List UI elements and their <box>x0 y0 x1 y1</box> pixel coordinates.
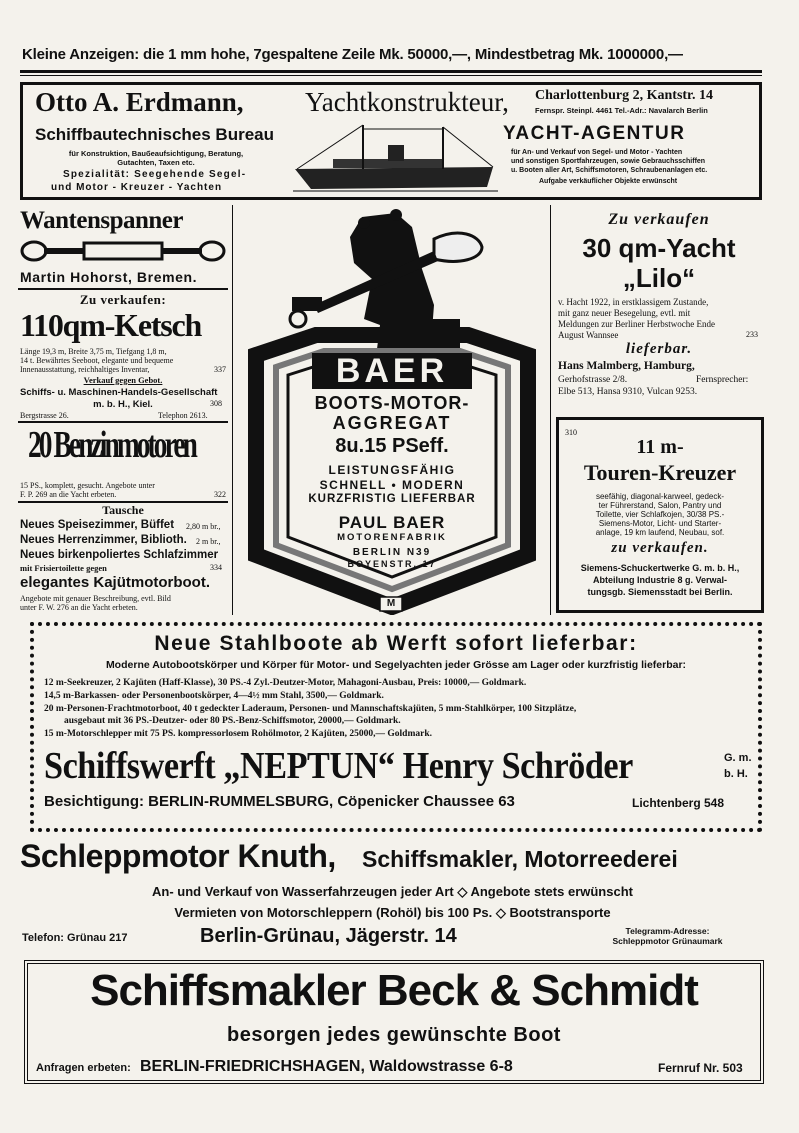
knuth-tele-2: Schleppmotor Grünaumark <box>612 936 723 946</box>
touren-title-2: Touren-Kreuzer <box>583 460 737 485</box>
knuth-l1: An- und Verkauf von Wasserfahrzeugen jeder Art ◇ Angebote stets erwünscht <box>152 884 633 899</box>
agentur-l4: Aufgabe verkäuflicher Objekte erwünscht <box>539 178 678 185</box>
turnbuckle-illustration <box>20 239 226 263</box>
lilo-yacht: 30 qm-Yacht <box>582 233 736 263</box>
tausche-l3: Neues birkenpoliertes Schlafzimmer <box>20 549 219 561</box>
touren-title-1: 11 m- <box>636 436 684 458</box>
neptun-item-5: 15 m-Motorschlepper mit 75 PS. kompressorlosem Rohölmotor, 2 Kajüten, 25000,— Goldmark. <box>44 729 432 739</box>
ketsch-l2: 14 t. Bewährtes Seeboot, elegante und bequeme <box>20 356 174 365</box>
tausche-l6: Angebote mit genauer Beschreibung, evtl. Bild <box>20 594 171 603</box>
tausche-l5: elegantes Kajütmotorboot. <box>20 574 211 591</box>
ketsch-zu-verkaufen: Zu verkaufen: <box>79 292 167 307</box>
benzin-l2: F. P. 269 an die Yacht erbeten. <box>20 490 117 499</box>
neptun-item-4: ausgebaut mit 36 PS.-Deutzer- oder 80 PS.-Benz-Schiffsmotor, 20000,— Goldmark. <box>64 716 401 726</box>
baer-l8: MOTORENFABRIK <box>337 532 447 543</box>
agentur-l3: u. Booten aller Art, Schiffsmotoren, Schraubenanlagen etc. <box>511 167 708 174</box>
ketsch-n1: 337 <box>214 365 226 374</box>
baer-l4: LEISTUNGSFÄHIG <box>328 463 456 477</box>
baer-l6: KURZFRISTIG LIEFERBAR <box>308 493 476 505</box>
beck-sub: besorgen jedes gewünschte Boot <box>227 1024 561 1046</box>
neptun-item-1: 12 m-Seekreuzer, 2 Kajüten (Haff-Klasse), 30 PS.-4 Zyl.-Deutzer-Motor, Mahagoni-Ausbau, Preis: 10000,— Goldmark. <box>44 678 527 688</box>
touren-num: 310 <box>565 428 577 437</box>
wantenspanner-title: Wantenspanner <box>20 207 183 234</box>
ketsch-l6: m. b. H., Kiel. <box>93 399 153 410</box>
beck-big: Schiffsmakler Beck & Schmidt <box>90 966 698 1015</box>
knuth-l2: Vermieten von Motorschleppern (Rohöl) bis 100 Ps. ◇ Bootstransporte <box>174 905 611 920</box>
tausche-l4: mit Frisiertoilette gegen <box>20 563 107 573</box>
erdmann-ad <box>20 82 762 200</box>
ketsch-l1: Länge 19,3 m, Breite 3,75 m, Tiefgang 1,8 m, <box>20 347 167 356</box>
left-column <box>18 205 234 615</box>
lilo-lieferbar: lieferbar. <box>625 341 693 357</box>
baer-maker-mark: M <box>386 598 396 609</box>
knuth-big: Schleppmotor Knuth, <box>20 838 336 874</box>
beck-tel: Fernruf Nr. 503 <box>658 1061 743 1075</box>
yacht-agentur-title: YACHT-AGENTUR <box>503 123 686 144</box>
baer-l5: SCHNELL • MODERN <box>319 478 465 492</box>
lilo-l6: Gerhofstrasse 2/8. <box>558 375 628 385</box>
neptun-tel: Lichtenberg 548 <box>632 796 725 810</box>
tausche-l2b: 2 m br., <box>196 537 221 546</box>
benzin-title: 20 Benzinmotoren <box>28 424 195 466</box>
lilo-l6b: Fernsprecher: <box>696 375 749 385</box>
erdmann-address: Charlottenburg 2, Kantstr. 14 <box>535 88 713 103</box>
benzin-n: 322 <box>214 490 226 499</box>
ketsch-n2: 308 <box>210 399 222 408</box>
agentur-l2: und sonstigen Sportfahrzeugen, sowie Gebrauchsschiffen <box>511 158 706 165</box>
erdmann-phone: Fernspr. Steinpl. 4461 Tel.-Adr.: Navalarch Berlin <box>535 106 708 115</box>
tausche-l1b: 2,80 m br., <box>186 522 221 531</box>
knuth-rest: Schiffsmakler, Motorreederei <box>362 846 678 872</box>
tausche-l7: unter F. W. 276 an die Yacht erbeten. <box>20 603 138 612</box>
neptun-sub: Moderne Autobootskörper und Körper für Motor- und Segelyachten jeder Grösse am Lager oder kurzfristig lieferbar: <box>105 659 687 671</box>
erdmann-bureau-l2: Gutachten, Taxen etc. <box>117 158 195 167</box>
knuth-tel: Telefon: Grünau 217 <box>22 932 128 944</box>
erdmann-title: Yachtkonstrukteur, <box>305 87 509 117</box>
erdmann-name: Otto A. Erdmann, <box>35 87 244 117</box>
lilo-zu-verkaufen: Zu verkaufen <box>608 211 710 228</box>
baer-l10: BOYENSTR. 17 <box>347 559 437 569</box>
beck-anfr: Anfragen erbeten: <box>36 1062 131 1074</box>
header-rule-thin <box>20 75 762 76</box>
lilo-l4: August Wannsee <box>558 330 619 340</box>
neptun-big: Schiffswerft „NEPTUN“ Henry Schröder <box>44 745 633 787</box>
beck-schmidt-ad <box>24 960 764 1084</box>
tausche-l1: Neues Speisezimmer, Büffet <box>20 519 175 531</box>
neptun-item-3: 20 m-Personen-Frachtmotorboot, 40 t gedeckter Laderaum, Personen- und Mannschaftskajüten, 5 mm-Stahlkörper, 100 Sitzplätze, <box>44 704 577 714</box>
hohorst-line: Martin Hohorst, Bremen. <box>20 269 198 285</box>
ketsch-l8: Telephon 2613. <box>158 411 208 420</box>
tausche-n: 334 <box>210 563 222 572</box>
benzin-l1: 15 PS., komplett, gesucht. Angebote unter <box>20 481 155 490</box>
neptun-gmbh-2: b. H. <box>724 768 748 780</box>
agentur-l1: für An- und Verkauf von Segel- und Motor - Yachten <box>511 149 683 156</box>
erdmann-bureau-l1: für Konstruktion, Bauбeaufsichtigung, Beratung, <box>68 149 244 158</box>
touren-l7: Abteilung Industrie 8 g. Verwal- <box>592 575 728 585</box>
touren-l3: Toilette, vier Schlafkojen, 30/38 PS.- <box>595 510 725 519</box>
baer-brand: BAER <box>312 353 472 389</box>
lilo-l3: Meldungen zur Berliner Herbstwoche Ende <box>558 319 715 329</box>
touren-l4: Siemens-Motor, Licht- und Starter- <box>598 519 722 528</box>
neptun-gmbh-1: G. m. <box>724 752 752 764</box>
lilo-n1: 233 <box>746 330 758 339</box>
lilo-l1: v. Hacht 1922, in erstklassigem Zustande, <box>558 297 709 307</box>
neptun-ad <box>30 622 762 832</box>
knuth-addr: Berlin-Grünau, Jägerstr. 14 <box>200 925 457 947</box>
baer-l7: PAUL BAER <box>338 513 446 532</box>
ketsch-title: 110qm-Ketsch <box>20 307 202 343</box>
header-rule <box>20 70 762 73</box>
tausche-title: Tausche <box>102 503 144 517</box>
baer-ad <box>236 205 548 615</box>
touren-kreuzer-ad <box>556 417 764 613</box>
lilo-name: „Lilo“ <box>622 263 696 293</box>
beck-addr: BERLIN-FRIEDRICHSHAGEN, Waldowstrasse 6-8 <box>140 1058 513 1075</box>
neptun-headline: Neue Stahlboote ab Werft sofort lieferbar: <box>154 632 638 655</box>
knuth-ad <box>20 836 765 956</box>
erdmann-bureau: Schiffbautechnisches Bureau <box>35 125 275 144</box>
baer-l2: AGGREGAT <box>332 413 452 433</box>
touren-zu-verkaufen: zu verkaufen. <box>611 540 709 556</box>
ketsch-l3: Innenausstattung, reichhaltiges Inventar, <box>20 365 150 374</box>
neptun-visit: Besichtigung: BERLIN-RUMMELSBURG, Cöpenicker Chaussee 63 <box>44 793 515 810</box>
baer-l1: BOOTS-MOTOR- <box>314 393 470 413</box>
ketsch-l7: Bergstrasse 26. <box>20 411 69 420</box>
touren-l5: anlage, 19 km laufend, Neubau, sof. <box>595 528 725 537</box>
touren-l2: ter Führerstand, Salon, Pantry und <box>598 501 722 510</box>
neptun-item-2: 14,5 m-Barkassen- oder Personenbootskörper, 4—4½ mm Stahl, 3500,— Goldmark. <box>44 691 384 701</box>
yacht-illustration <box>293 123 498 195</box>
baer-l3: 8u.15 PSeff. <box>335 435 449 457</box>
right-column <box>550 205 766 615</box>
lilo-l7: Elbe 513, Hansa 9310, Vulcan 9253. <box>558 387 698 397</box>
lilo-l5: Hans Malmberg, Hamburg, <box>558 360 695 372</box>
touren-l1: seefähig, diagonal-karweel, gedeck- <box>595 492 725 501</box>
knuth-tele-1: Telegramm-Adresse: <box>625 926 710 936</box>
baer-l9: BERLIN N39 <box>352 547 432 558</box>
tausche-l2: Neues Herrenzimmer, Biblioth. <box>20 534 187 546</box>
touren-l8: tungsgb. Siemensstadt bei Berlin. <box>587 587 733 597</box>
erdmann-spez-l2: und Motor - Kreuzer - Yachten <box>51 182 223 193</box>
ketsch-l5: Schiffs- u. Maschinen-Handels-Gesellschaft <box>20 387 218 398</box>
ketsch-l4: Verkauf gegen Gebot. <box>83 375 163 385</box>
touren-l6: Siemens-Schuckertwerke G. m. b. H., <box>580 563 740 573</box>
erdmann-spez-l1: Spezialität: Seegehende Segel- <box>63 169 247 180</box>
header-rate-line: Kleine Anzeigen: die 1 mm hohe, 7gespaltene Zeile Mk. 50000,—, Mindestbetrag Mk. 1000000,— <box>22 46 683 63</box>
lilo-l2: mit ganz neuer Besegelung, evtl. mit <box>558 308 691 318</box>
